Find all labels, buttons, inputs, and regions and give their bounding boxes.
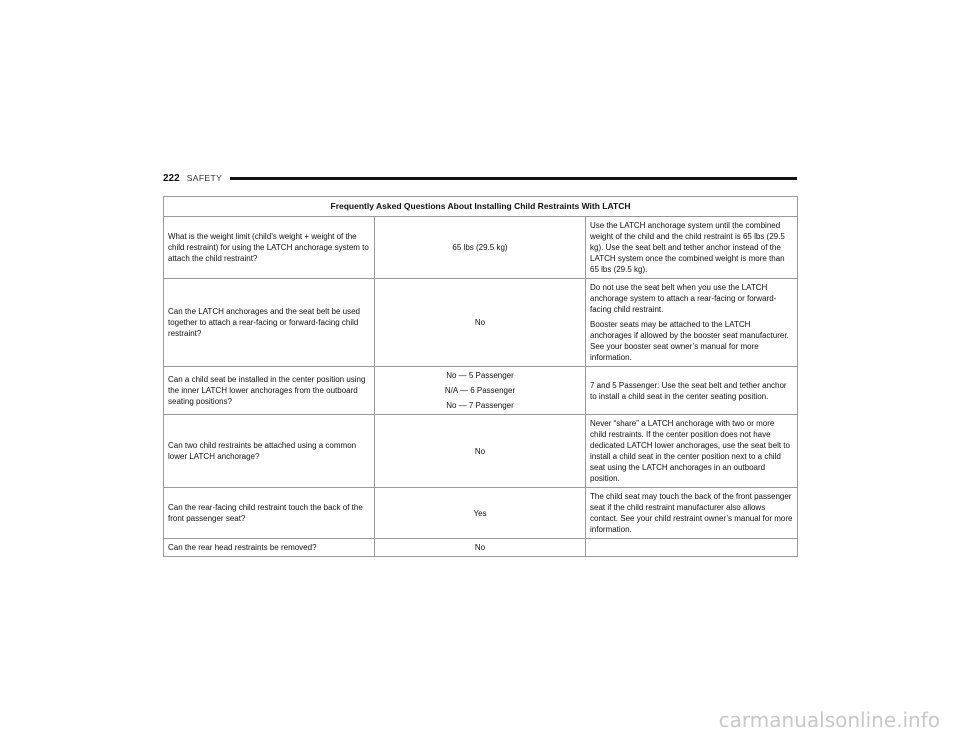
answer-line: No [474,318,486,327]
faq-table [163,196,798,557]
note-paragraph: Use the LATCH anchorage system until the combined weight of the child and the child restraint is 65 lbs (29.5 kg). Use the seat belt and tether anchor instead of the LATCH system once the combined weight is more than 65 lbs (29.5 kg). [590,221,785,274]
answer-line: No — 5 Passenger [446,371,514,380]
faq-table-body [164,217,798,557]
note-paragraph: 7 and 5 Passenger: Use the seat belt and tether anchor to install a child seat in the center seating position. [590,380,787,401]
notes-cell [586,279,798,367]
notes-cell [586,539,798,557]
answer-cell [375,367,586,415]
table-row [164,367,798,415]
answer-cell [375,415,586,488]
section-title: SAFETY [186,173,223,183]
question-cell: Can the rear-facing child restraint touch the back of the front passenger seat? [164,488,375,539]
question-cell: What is the weight limit (child’s weight + weight of the child restraint) for using the LATCH anchorage system to attach the child restraint? [164,217,375,279]
table-row [164,217,798,279]
answer-line: No — 7 Passenger [446,401,514,410]
note-paragraph: The child seat may touch the back of the front passenger seat if the child restraint manufacturer also allows contact. See your child restraint owner’s manual for more information. [590,492,793,534]
watermark: carmanualsonline.info [718,708,940,732]
note-paragraph: Do not use the seat belt when you use the LATCH anchorage system to attach a rear-facing or forward-facing child restraint. [590,283,777,314]
note-paragraph: Never “share” a LATCH anchorage with two or more child restraints. If the center position does not have dedicated LATCH lower anchorages, use the seat belt to install a child seat in the center position next to a child seat using the LATCH anchorages in an outboard position. [590,419,790,483]
notes-cell [586,217,798,279]
answer-line: No [474,543,486,552]
table-row [164,488,798,539]
answer-cell [375,488,586,539]
question-cell: Can the LATCH anchorages and the seat belt be used together to attach a rear-facing or forward-facing child restraint? [164,279,375,367]
answer-cell [375,217,586,279]
note-paragraph: Booster seats may be attached to the LATCH anchorages if allowed by the booster seat manufacturer. See your booster seat owner’s manual for more information. [590,320,789,362]
question-cell: Can two child restraints be attached using a common lower LATCH anchorage? [164,415,375,488]
question-cell: Can the rear head restraints be removed? [164,539,375,557]
notes-cell [586,367,798,415]
answer-line: N/A — 6 Passenger [444,386,516,395]
notes-cell [586,488,798,539]
table-title: Frequently Asked Questions About Installing Child Restraints With LATCH [164,197,798,217]
table-row [164,279,798,367]
header-rule [230,177,797,180]
answer-line: Yes [473,508,487,518]
answer-line: 65 lbs (29.5 kg) [452,243,508,252]
table-row [164,539,798,557]
question-cell: Can a child seat be installed in the center position using the inner LATCH lower anchorages from the outboard seating positions? [164,367,375,415]
notes-cell [586,415,798,488]
answer-cell [375,539,586,557]
table-row [164,415,798,488]
page-number: 222 [163,172,180,184]
answer-line: No [474,446,486,456]
page-header [163,171,797,185]
answer-cell [375,279,586,367]
